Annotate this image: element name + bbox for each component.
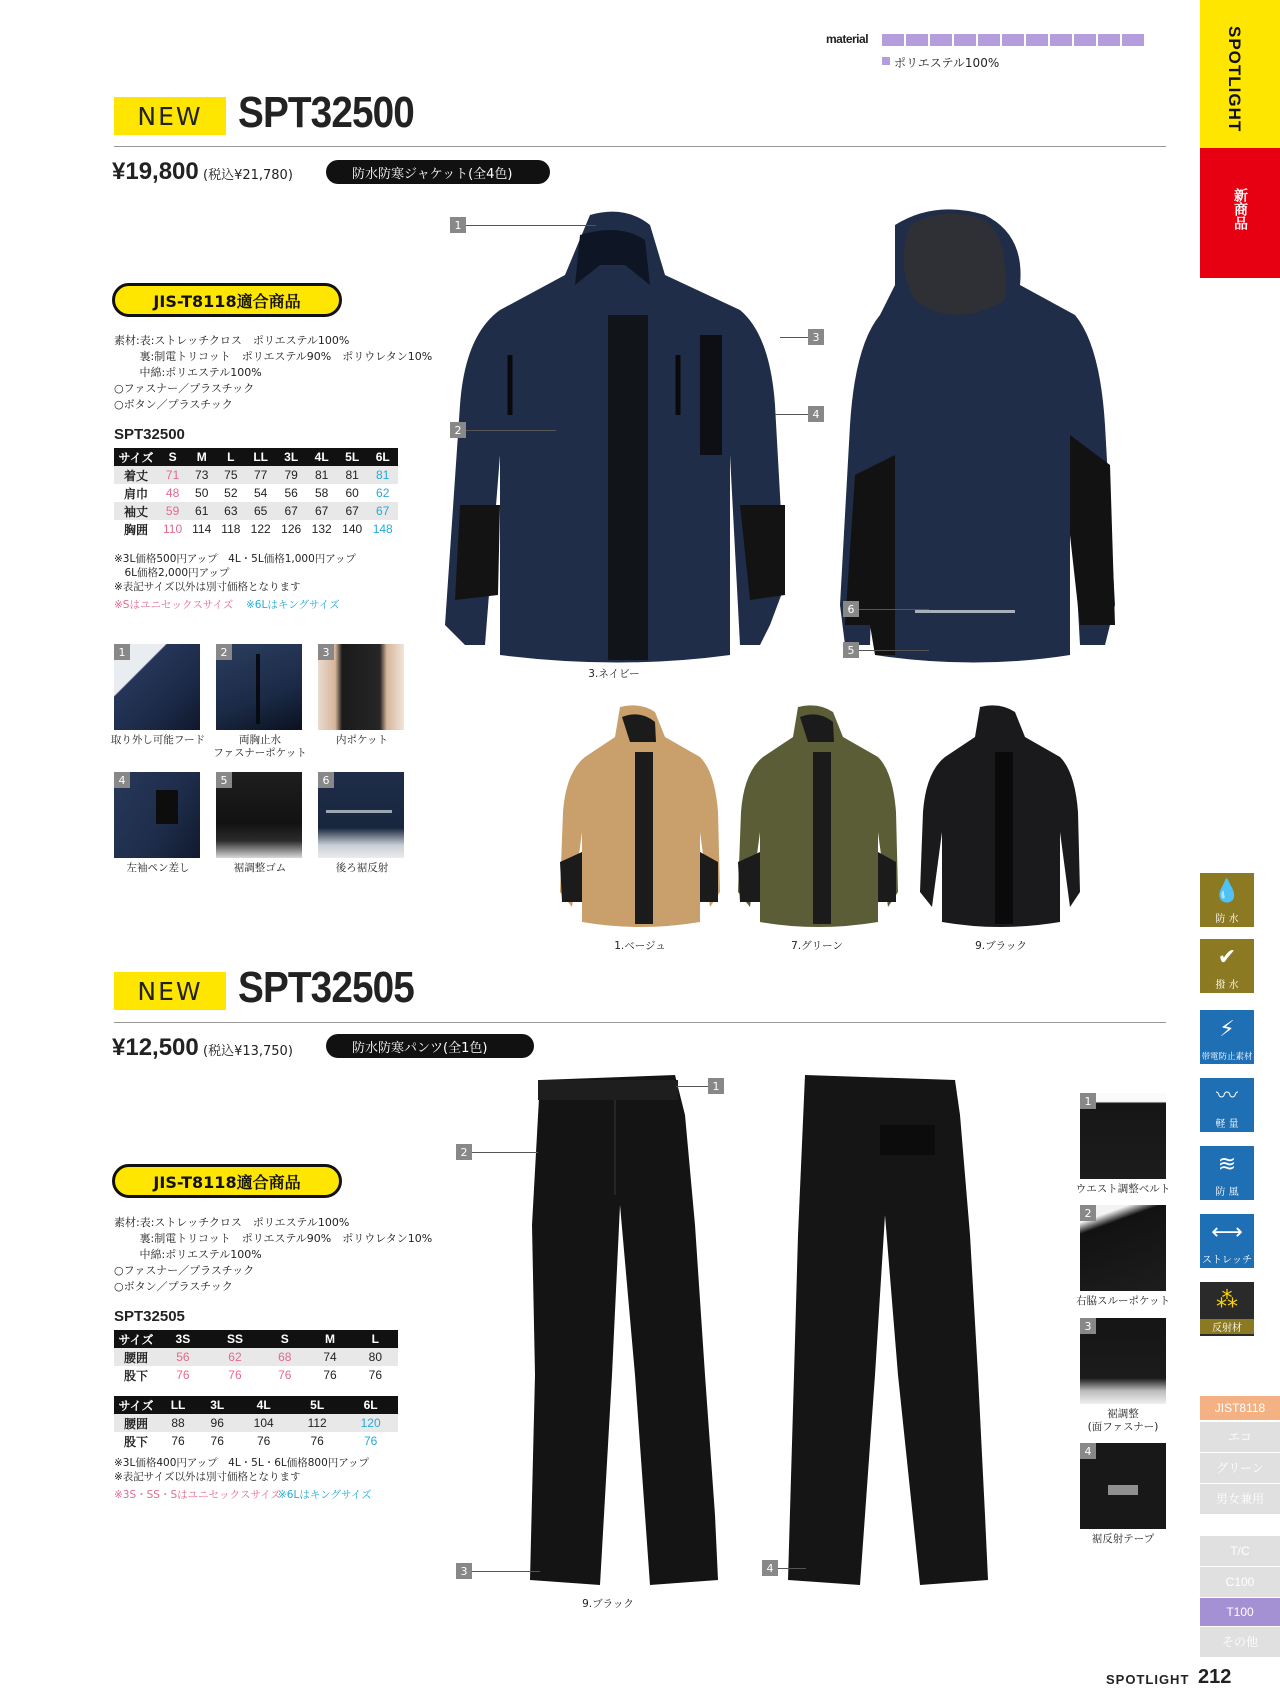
size-cell: 76 <box>323 1368 337 1382</box>
size-cell: 62 <box>208 1348 262 1366</box>
size-header: 3L <box>198 1396 236 1414</box>
callout-leader <box>859 609 929 610</box>
new-products-text: 新商品 <box>1232 188 1248 230</box>
size-cell: 76 <box>256 1434 271 1448</box>
size-cell: 88 <box>158 1414 198 1432</box>
water-drop-icon: 💧 <box>1213 878 1241 904</box>
wind-icon: ≋ <box>1217 1151 1237 1177</box>
feature-antistatic <box>1200 1010 1254 1064</box>
detail-caption: 内ポケット <box>336 734 388 746</box>
size-header: S <box>158 448 187 466</box>
jacket-green-photo <box>738 702 898 927</box>
size-header: M <box>187 448 216 466</box>
size-cell: 75 <box>216 466 245 484</box>
size-cell: 56 <box>284 486 298 500</box>
callout-number: 2 <box>450 422 466 438</box>
size-table-title: SPT32500 <box>114 426 185 443</box>
callout-leader <box>780 337 808 338</box>
row-label: 着丈 <box>114 466 158 484</box>
side-label-other: その他 <box>1200 1627 1280 1657</box>
size-cell: 74 <box>307 1348 352 1366</box>
callout-number: 3 <box>808 329 824 345</box>
size-table-title: SPT32505 <box>114 1308 185 1325</box>
size-cell: 76 <box>310 1434 324 1448</box>
main-color-caption: 9.ブラック <box>582 1598 634 1610</box>
feature-windproof <box>1200 1146 1254 1200</box>
brand-side-tab <box>1200 0 1280 148</box>
size-table <box>114 1330 398 1384</box>
size-cell: 63 <box>216 502 245 520</box>
callout-leader <box>472 1152 538 1153</box>
size-cell: 73 <box>187 466 216 484</box>
callout-number: 1 <box>708 1078 724 1094</box>
callout-number: 3 <box>456 1563 472 1579</box>
size-header: 6L <box>343 1396 398 1414</box>
jacket-beige-photo <box>560 702 720 927</box>
callout-number: 5 <box>843 642 859 658</box>
callout-leader <box>775 414 808 415</box>
size-notes: ※3L価格400円アップ 4L・5L・6L価格800円アップ ※表記サイズ以外は別寸価格となります <box>114 1457 370 1483</box>
jis-badge: JIS-T8118適合商品 <box>112 283 342 317</box>
color-caption: 7.グリーン <box>791 940 843 952</box>
size-cell: 114 <box>192 522 212 536</box>
size-cell: 110 <box>163 522 183 536</box>
product-description: 防水防寒パンツ(全1色) <box>326 1034 534 1058</box>
pants-front-black-photo <box>520 1075 720 1600</box>
size-header: 6L <box>367 448 398 466</box>
size-cell: 126 <box>281 522 302 536</box>
size-header: LL <box>158 1396 198 1414</box>
size-header: 4L <box>236 1396 291 1414</box>
size-cell: 48 <box>165 486 180 500</box>
callout-leader <box>466 225 596 226</box>
jis-badge: JIS-T8118適合商品 <box>112 1164 342 1198</box>
row-label: 股下 <box>123 1368 148 1383</box>
jacket-black-photo <box>920 702 1080 927</box>
size-cell: 56 <box>158 1348 208 1366</box>
feather-icon: 〰 <box>1215 1083 1238 1109</box>
row-label: 腰囲 <box>114 1348 158 1366</box>
size-header: 3L <box>276 448 307 466</box>
pants-back-black-photo <box>780 1075 990 1600</box>
king-size-note: ※6Lはキングサイズ <box>278 1489 372 1501</box>
side-label-unisex: 男女兼用 <box>1200 1484 1280 1514</box>
size-header: 5L <box>337 448 368 466</box>
size-header-label: サイズ <box>114 448 158 466</box>
jacket-back-navy-photo <box>835 205 1135 665</box>
stretch-arrow-icon: ⟷ <box>1211 1219 1243 1245</box>
page-number: 212 <box>1198 1666 1232 1688</box>
row-label: 肩巾 <box>123 486 148 501</box>
size-cell: 76 <box>210 1434 224 1448</box>
size-cell: 76 <box>228 1368 242 1382</box>
feature-label: 防 風 <box>1215 1187 1239 1198</box>
size-header: 3S <box>158 1330 208 1348</box>
water-repellent-icon: ✔ <box>1217 944 1237 970</box>
material-composition: ポリエステル100% <box>894 56 1000 70</box>
feature-label: 防 水 <box>1215 914 1239 925</box>
feature-lightweight <box>1200 1078 1254 1132</box>
price: ¥12,500 <box>112 1034 199 1061</box>
size-cell: 79 <box>276 466 307 484</box>
feature-label: 帯電防止素材 <box>1201 1052 1253 1062</box>
size-cell: 61 <box>187 502 216 520</box>
size-cell: 76 <box>278 1368 292 1382</box>
detail-caption: 後ろ裾反射 <box>335 862 389 874</box>
size-cell: 76 <box>368 1368 383 1382</box>
size-cell: 120 <box>343 1414 398 1432</box>
callout-leader <box>676 1086 708 1087</box>
side-label-eco: エコ <box>1200 1422 1280 1452</box>
size-cell: 80 <box>353 1348 398 1366</box>
new-badge: NEW <box>114 972 226 1010</box>
size-cell: 65 <box>245 502 276 520</box>
size-cell: 81 <box>337 466 368 484</box>
size-cell: 67 <box>306 502 337 520</box>
size-cell: 122 <box>250 522 271 536</box>
size-cell: 60 <box>345 486 359 500</box>
size-cell: 67 <box>367 502 398 520</box>
detail-caption: 左袖ペン差し <box>126 862 190 874</box>
detail-caption: 両胸止水 ファスナーポケット <box>213 734 307 759</box>
feature-label: ストレッチ <box>1202 1255 1252 1266</box>
feature-label: 軽 量 <box>1215 1119 1239 1130</box>
size-cell: 96 <box>198 1414 236 1432</box>
lightning-icon: ⚡ <box>1219 1017 1235 1042</box>
product-model: SPT32505 <box>238 963 414 1012</box>
jacket-front-navy-photo <box>440 205 800 665</box>
size-header: SS <box>208 1330 262 1348</box>
size-cell: 81 <box>306 466 337 484</box>
material-spec: 素材:表:ストレッチクロス ポリエステル100% 裏:制電トリコット ポリエステル90% ポリウレタン10% 中綿:ポリエステル100% ○ファスナー／プラスチック ○ボタン／プラスチック <box>114 334 433 411</box>
side-label-t100: T100 <box>1200 1598 1280 1626</box>
callout-leader <box>859 650 929 651</box>
size-table <box>114 448 398 538</box>
size-cell: 76 <box>171 1434 185 1448</box>
size-header-label: サイズ <box>114 1396 158 1414</box>
detail-number: 4 <box>1080 1443 1096 1459</box>
size-cell: 68 <box>262 1348 307 1366</box>
size-cell: 81 <box>367 466 398 484</box>
detail-caption: 取り外し可能フード <box>110 734 206 746</box>
size-cell: 112 <box>291 1414 343 1432</box>
row-label: 袖丈 <box>114 502 158 520</box>
main-color-caption: 3.ネイビー <box>588 668 640 680</box>
material-spec: 素材:表:ストレッチクロス ポリエステル100% 裏:制電トリコット ポリエステル90% ポリウレタン10% 中綿:ポリエステル100% ○ファスナー／プラスチック ○ボタン／プラスチック <box>114 1216 433 1293</box>
detail-caption: ウエスト調整ベルト <box>1075 1183 1171 1195</box>
detail-number: 5 <box>216 772 232 788</box>
detail-caption: 裾調整ゴム <box>233 862 287 874</box>
size-cell: 59 <box>158 502 187 520</box>
size-cell: 76 <box>176 1368 190 1382</box>
price-tax-included: (税込¥13,750) <box>203 1044 293 1059</box>
detail-number: 2 <box>1080 1205 1096 1221</box>
callout-number: 2 <box>456 1144 472 1160</box>
divider <box>114 1022 1166 1023</box>
row-label: 胸囲 <box>123 522 148 537</box>
size-cell: 67 <box>276 502 307 520</box>
detail-number: 3 <box>318 644 334 660</box>
size-header: LL <box>245 448 276 466</box>
size-header: L <box>353 1330 398 1348</box>
detail-number: 1 <box>114 644 130 660</box>
feature-stretch <box>1200 1214 1254 1268</box>
size-cell: 148 <box>372 522 393 536</box>
side-label-jis: JIST8118 <box>1200 1396 1280 1420</box>
row-label: 腰囲 <box>114 1414 158 1432</box>
size-cell: 67 <box>337 502 368 520</box>
detail-number: 2 <box>216 644 232 660</box>
size-header: 4L <box>306 448 337 466</box>
size-cell: 52 <box>224 486 238 500</box>
feature-label: 撥 水 <box>1215 980 1239 991</box>
unisex-note: ※3S・SS・Sはユニセックスサイズ <box>114 1489 281 1501</box>
size-cell: 104 <box>236 1414 291 1432</box>
callout-number: 1 <box>450 217 466 233</box>
footer-brand-logo: SPOTLIGHT <box>1106 1672 1190 1687</box>
size-notes: ※3L価格500円アップ 4L・5L価格1,000円アップ 6L価格2,000円アップ ※表記サイズ以外は別寸価格となります <box>114 553 357 593</box>
material-label: material <box>826 32 869 46</box>
material-swatch <box>882 57 890 65</box>
callout-leader <box>778 1568 806 1569</box>
feature-reflective <box>1200 1282 1254 1336</box>
size-header: 5L <box>291 1396 343 1414</box>
detail-caption: 右脇スルーポケット <box>1076 1295 1170 1307</box>
detail-caption: 裾調整 (面ファスナー) <box>1087 1408 1159 1433</box>
unisex-note: ※Sはユニセックスサイズ <box>114 599 234 611</box>
size-header: L <box>216 448 245 466</box>
side-label-c100: C100 <box>1200 1567 1280 1597</box>
detail-number: 1 <box>1080 1093 1096 1109</box>
detail-number: 6 <box>318 772 334 788</box>
size-cell: 77 <box>245 466 276 484</box>
callout-number: 6 <box>843 601 859 617</box>
size-cell: 71 <box>158 466 187 484</box>
callout-number: 4 <box>762 1560 778 1576</box>
new-products-tab <box>1200 148 1280 278</box>
detail-number: 4 <box>114 772 130 788</box>
callout-leader <box>466 430 556 431</box>
detail-caption: 裾反射テープ <box>1091 1533 1155 1545</box>
size-table <box>114 1396 398 1450</box>
product-description: 防水防寒ジャケット(全4色) <box>326 160 550 184</box>
reflector-icon: ⁂ <box>1216 1287 1238 1313</box>
color-caption: 9.ブラック <box>975 940 1027 952</box>
feature-water-repellent <box>1200 939 1254 993</box>
size-header-label: サイズ <box>114 1330 158 1348</box>
detail-number: 3 <box>1080 1318 1096 1334</box>
product-model: SPT32500 <box>238 88 414 137</box>
size-cell: 62 <box>376 486 390 500</box>
color-caption: 1.ベージュ <box>614 940 666 952</box>
callout-number: 4 <box>808 406 824 422</box>
size-cell: 76 <box>363 1434 378 1448</box>
size-cell: 132 <box>311 522 332 536</box>
feature-waterproof <box>1200 873 1254 927</box>
divider <box>114 146 1166 147</box>
king-size-note: ※6Lはキングサイズ <box>246 599 340 611</box>
size-cell: 58 <box>314 486 329 500</box>
size-cell: 140 <box>342 522 363 536</box>
feature-label: 反射材 <box>1200 1319 1254 1334</box>
price-tax-included: (税込¥21,780) <box>203 168 293 183</box>
size-cell: 50 <box>195 486 209 500</box>
new-badge: NEW <box>114 97 226 135</box>
row-label: 股下 <box>123 1434 148 1449</box>
side-label-tc: T/C <box>1200 1536 1280 1566</box>
size-cell: 118 <box>221 522 241 536</box>
brand-side-text: SPOTLIGHT <box>1225 26 1244 133</box>
price: ¥19,800 <box>112 158 199 185</box>
material-bar <box>882 34 1144 46</box>
size-header: S <box>262 1330 307 1348</box>
size-header: M <box>307 1330 352 1348</box>
side-label-green: グリーン <box>1200 1453 1280 1483</box>
size-cell: 54 <box>253 486 268 500</box>
callout-leader <box>472 1571 540 1572</box>
